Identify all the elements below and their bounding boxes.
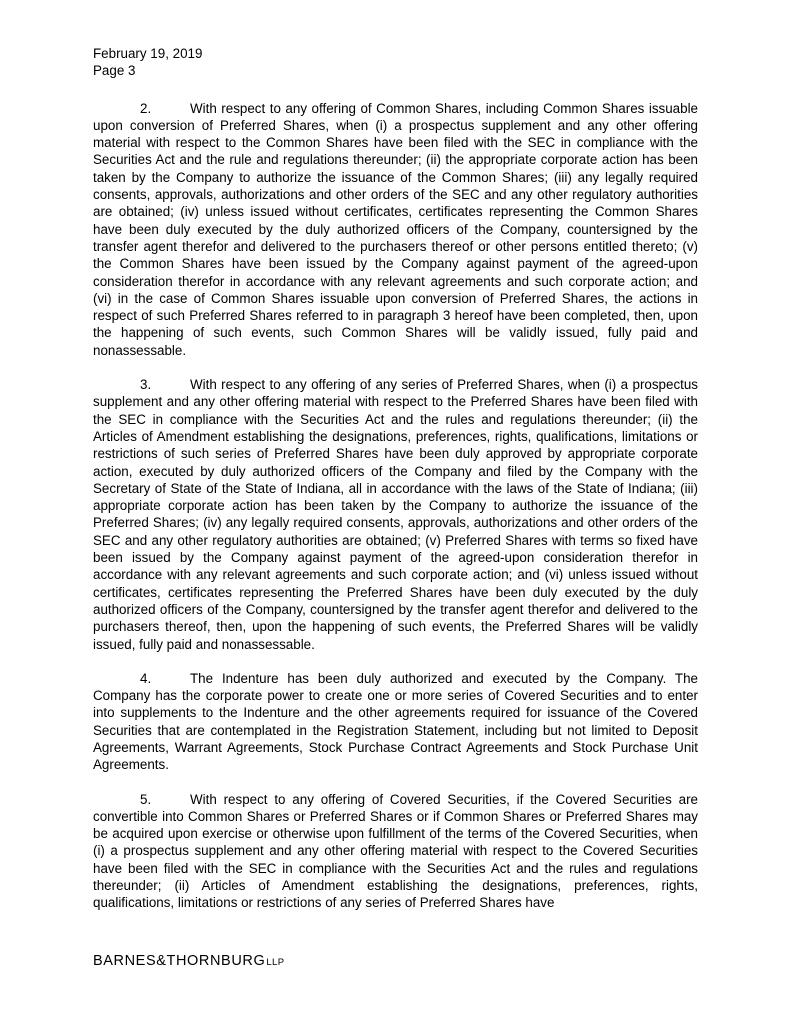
paragraph-3 — [93, 376, 698, 653]
paragraph-4 — [93, 670, 698, 774]
paragraph-number: 2. — [140, 100, 152, 116]
paragraph-text: With respect to any offering of any series of Preferred Shares, when (i) a prospectus supplement and any other offering material with respect to the Preferred Shares have been filed with the SEC in compliance with the Securities Act and the rules and regulations thereunder; (ii) the Articles of Amendment establishing the designations, preferences, rights, qualifications, limitations or restrictions of such series of Preferred Shares have been duly approved by appropriate corporate action, executed by duly authorized officers of the Company and filed by the Company with the Secretary of State of the State of Indiana, all in accordance with the laws of the State of Indiana; (iii) appropriate corporate action has been taken by the Company to authorize the issuance of the Preferred Shares; (iv) any legally required consents, approvals, authorizations and other orders of the SEC and any other regulatory authorities are obtained; (v) Preferred Shares with terms so fixed have been issued by the Company against payment of the agreed-upon consideration therefor in accordance with any relevant agreements and such corporate action; and (vi) unless issued without certificates, certificates representing the Preferred Shares have been duly executed by the duly authorized officers of the Company, countersigned by the transfer agent therefor and delivered to the purchasers thereof, then, upon the happening of such events, the Preferred Shares will be validly issued, fully paid and nonassessable. — [93, 377, 698, 652]
paragraph-2 — [93, 100, 698, 359]
paragraph-number: 4. — [140, 670, 152, 686]
paragraph-number: 3. — [140, 377, 152, 393]
firm-llp-suffix: LLP — [266, 957, 285, 968]
firm-footer — [93, 952, 284, 971]
paragraph-5 — [93, 791, 698, 912]
paragraph-text: With respect to any offering of Covered Securities, if the Covered Securities are convertible into Common Shares or Preferred Shares or if Common Shares or Preferred Shares may be acquired upon exercise or otherwise upon fulfillment of the terms of the Covered Securities, when (i) a prospectus supplement and any other offering material with respect to the Covered Securities have been filed with the SEC in compliance with the Securities Act and the rules and regulations thereunder; (ii) Articles of Amendment establishing the designations, preferences, rights, qualifications, limitations or restrictions of any series of Preferred Shares have — [93, 791, 698, 911]
paragraph-number: 5. — [140, 791, 152, 807]
document-body — [93, 100, 698, 912]
paragraph-text: With respect to any offering of Common Shares, including Common Shares issuable upon conversion of Preferred Shares, when (i) a prospectus supplement and any other offering material with respect to the Common Shares have been filed with the SEC in compliance with the Securities Act and the rule and regulations thereunder; (ii) the appropriate corporate action has been taken by the Company to authorize the issuance of the Common Shares; (iii) any legally required consents, approvals, authorizations and other orders of the SEC and any other regulatory authorities are obtained; (iv) unless issued without certificates, certificates representing the Common Shares have been duly executed by the duly authorized officers of the Company, countersigned by the transfer agent therefor and delivered to the purchasers thereof or other persons entitled thereto; (v) the Common Shares have been issued by the Company against payment of the agreed-upon consideration therefor in accordance with any relevant agreements and such corporate action; and (vi) in the case of Common Shares issuable upon conversion of Preferred Shares, the actions in respect of such Preferred Shares referred to in paragraph 3 hereof have been completed, then, upon the happening of such events, such Common Shares will be validly issued, fully paid and nonassessable. — [93, 100, 698, 358]
paragraph-text: The Indenture has been duly authorized and executed by the Company. The Company has the corporate power to create one or more series of Covered Securities and to enter into supplements to the Indenture and the other agreements required for issuance of the Covered Securities that are contemplated in the Registration Statement, including but not limited to Deposit Agreements, Warrant Agreements, Stock Purchase Contract Agreements and Stock Purchase Unit Agreements. — [93, 670, 698, 773]
page-header — [93, 45, 698, 80]
firm-wordmark: BARNES&THORNBURG — [93, 953, 266, 969]
date-line: February 19, 2019 — [93, 46, 203, 61]
page-number-label: Page 3 — [93, 63, 136, 79]
